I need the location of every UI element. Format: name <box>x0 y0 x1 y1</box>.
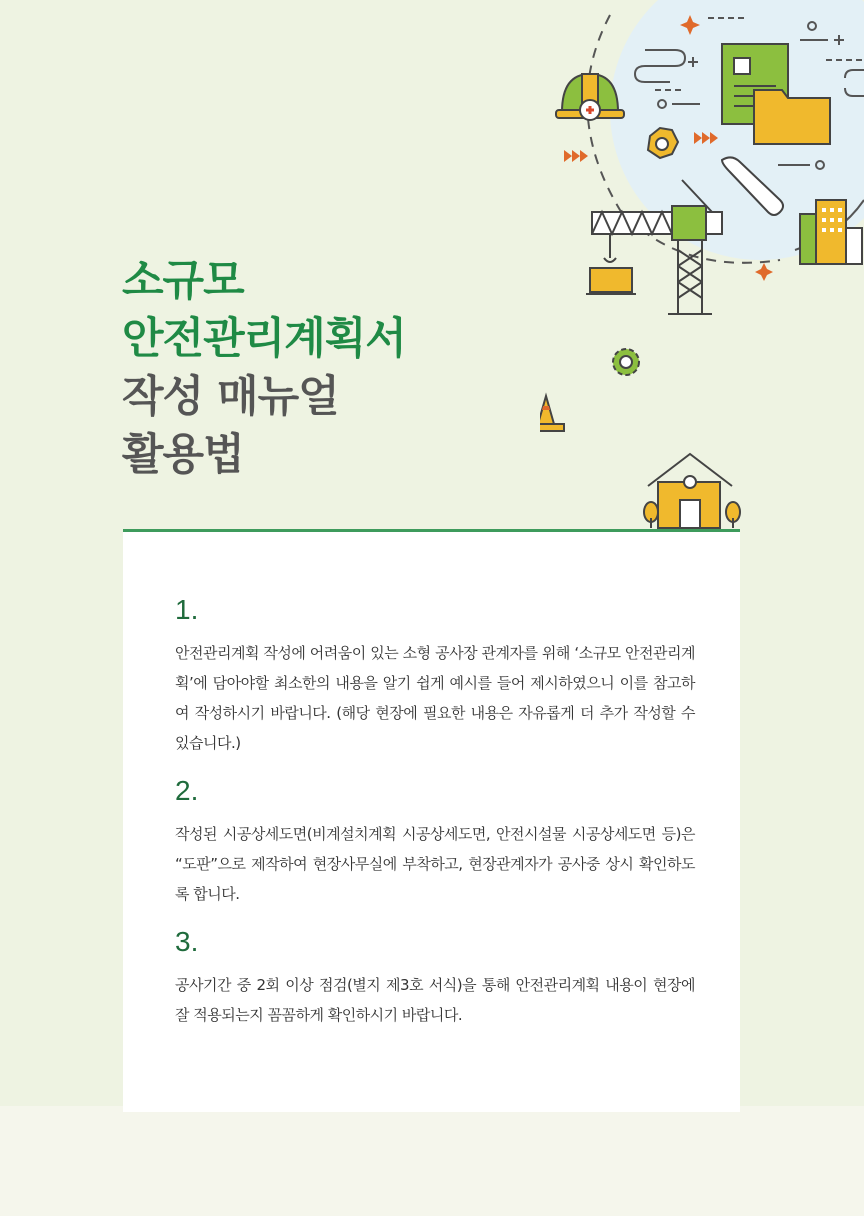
item-text: 안전관리계획 작성에 어려움이 있는 소형 공사장 관계자를 위해 ‘소규모 안전관리계획’에 담아야할 최소한의 내용을 알기 쉽게 예시를 들어 제시하였으니 이를 참고하여 작성하시기 바랍니다. (해당 현장에 필요한 내용은 자유롭게 더 추가 작성할 수 있습니다.) <box>175 644 695 752</box>
folder-icon <box>754 90 830 144</box>
title-line-1: 소규모 <box>122 256 244 306</box>
item-number: 3. <box>175 926 199 957</box>
page-title <box>122 252 406 484</box>
item-number: 2. <box>175 775 199 806</box>
construction-illustration <box>540 0 864 535</box>
gear-icon <box>613 349 639 375</box>
sparkle-icon <box>755 263 773 281</box>
house-icon <box>648 454 732 528</box>
title-line-3: 작성 매뉴얼 <box>122 372 339 422</box>
list-item <box>175 594 695 758</box>
traffic-cone-icon <box>540 396 564 431</box>
content-card <box>123 529 740 1112</box>
item-text: 공사기간 중 2회 이상 점검(별지 제3호 서식)을 통해 안전관리계획 내용이 현장에 잘 적용되는지 꼼꼼하게 확인하시기 바랍니다. <box>175 976 695 1024</box>
list-item <box>175 926 695 1030</box>
item-text: 작성된 시공상세도면(비계설치계획 시공상세도면, 안전시설물 시공상세도면 등)은 “도판”으로 제작하여 현장사무실에 부착하고, 현장관계자가 공사중 상시 확인하도록 합니다. <box>175 825 695 903</box>
title-line-2: 안전관리계획서 <box>122 314 406 364</box>
title-line-4: 활용법 <box>122 430 244 480</box>
item-number: 1. <box>175 594 199 625</box>
list-item <box>175 775 695 909</box>
bottom-band <box>0 1106 864 1216</box>
